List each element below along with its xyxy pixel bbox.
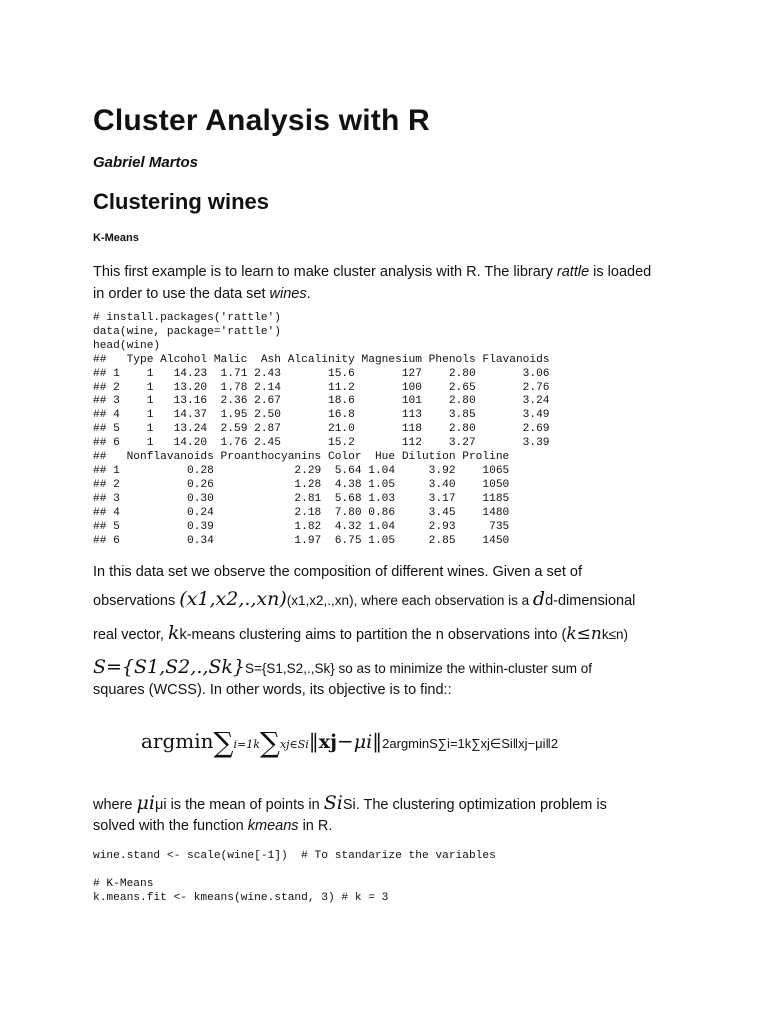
sum-subscript-2: xj∈Si (279, 738, 309, 751)
body-line-5: squares (WCSS). In other words, its objective is to find:: (93, 682, 452, 698)
wines-emphasis: wines (269, 286, 307, 302)
code-block-wine-data: # install.packages('rattle') data(wine, package='rattle') head(wine) ## Type Alcohol Malic Ash Alcalinity Magnesium Phenols Flavanoids ## 1 1 14.23 1.71 2.43 15.6 127 2.80 3.06 ## 2 1 13.20 1.78 2.14 11.2 100 2.65 2.76 ## 3 1 13.16 2.36 2.67 18.6 101 2.80 3.24 ## 4 1 14.37 1.95 2.50 16.8 113 3.85 3.49 ## 5 1 13.24 2.59 2.87 21.0 118 2.80 2.69 ## 6 1 14.20 1.76 2.45 15.2 112 3.27 3.39 ## Nonflavanoids Proanthocyanins Color Hue Dilution Proline ## 1 0.28 2.29 5.64 1.04 3.92 1065 ## 2 0.26 1.28 4.38 1.05 3.40 1050 ## 3 0.30 2.81 5.68 1.03 3.17 1185 ## 4 0.24 2.18 7.80 0.86 3.45 1480 ## 5 0.39 1.82 4.32 1.04 2.93 735 ## 6 0.34 1.97 6.75 1.05 2.85 1450 (93, 312, 550, 547)
text: μi is the mean of points in (154, 797, 324, 813)
text: solved with the function (93, 818, 248, 834)
xj-vector: xj (318, 731, 337, 753)
page-title: Cluster Analysis with R (93, 104, 430, 137)
author-name: Gabriel Martos (93, 154, 199, 171)
mu-vector: μi (353, 731, 373, 753)
code-block-kmeans: wine.stand <- scale(wine[-1]) # To standarize the variables # K-Means k.means.fit <- kmeans(wine.stand, 3) # k = 3 (93, 850, 496, 904)
intro-text-2: is loaded in order to use the data set (93, 264, 652, 302)
sum-subscript-1: i=1k (233, 738, 260, 751)
body-line-3 (93, 622, 628, 644)
k-le-n-math: k≤n (566, 624, 602, 644)
observations-math: (x1,x2,.,xn) (179, 588, 287, 610)
text: S={S1,S2,.,Sk} so as to minimize the within-cluster sum of (245, 661, 593, 676)
si-math: Si (323, 792, 343, 814)
text: (x1,x2,.,xn), where each observation is a (286, 593, 533, 608)
norm-close: ‖ (372, 729, 383, 753)
argmin-label: argmin (141, 729, 214, 753)
text: Si. The clustering optimization problem is (342, 797, 607, 813)
wcss-formula (141, 726, 558, 759)
text: where (93, 797, 137, 813)
sum-symbol-1: ∑ (213, 726, 234, 759)
text: in R. (298, 818, 333, 834)
text: k≤n) (601, 627, 628, 642)
text: k-means clustering aims to partition the n observations into ( (179, 627, 567, 643)
section-heading: Clustering wines (93, 189, 270, 214)
rattle-emphasis: rattle (556, 264, 590, 280)
text: real vector, (93, 627, 168, 643)
kmeans-emphasis: kmeans (247, 818, 299, 834)
s-set-math: S={S1,S2,.,Sk} (93, 656, 246, 678)
body-line-4 (93, 656, 592, 678)
text: d-dimensional (545, 593, 636, 609)
text: observations (93, 593, 180, 609)
body-line-1: In this data set we observe the composition of different wines. Given a set of (93, 564, 582, 580)
d-math: d (532, 588, 546, 610)
subsection-heading: K-Means (93, 232, 139, 244)
minus-sign: − (336, 729, 354, 753)
formula-plain-text: 2argminS∑i=1k∑xj∈Si‖xj−μi‖2 (382, 736, 559, 751)
intro-text-1: This first example is to learn to make cluster analysis with R. The library (93, 264, 557, 280)
sum-symbol-2: ∑ (259, 726, 280, 759)
body-line-2 (93, 588, 635, 610)
body-line-6 (93, 792, 607, 814)
k-math: k (167, 622, 180, 644)
body-line-7 (93, 818, 332, 834)
intro-text-3: . (306, 286, 311, 302)
norm-open: ‖ (308, 729, 319, 753)
intro-paragraph (93, 261, 653, 305)
mu-math: μi (136, 792, 155, 814)
